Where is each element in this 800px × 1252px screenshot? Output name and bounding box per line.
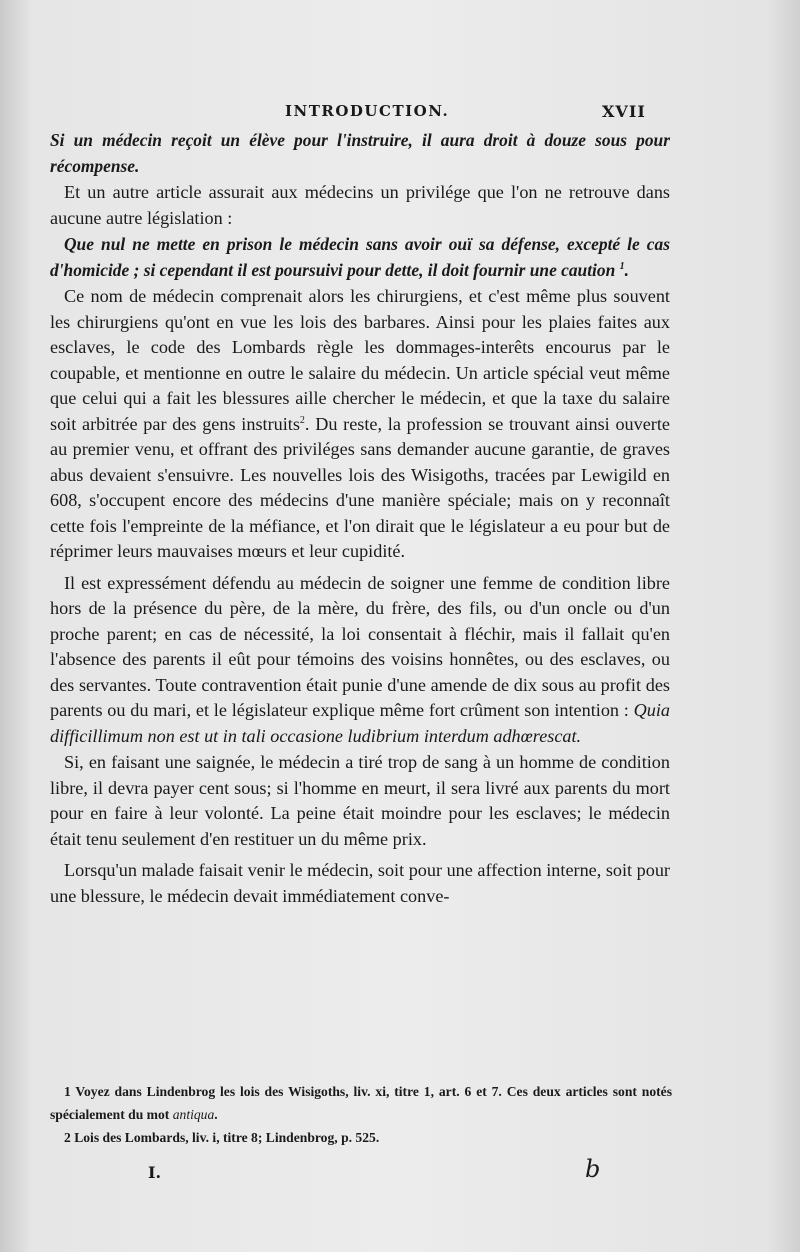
footnote-2: 2 Lois des Lombards, liv. i, titre 8; Lindenbrog, p. 525. <box>64 1130 380 1145</box>
footnote-1-text: 1 Voyez dans Lindenbrog les lois des Wisigoths, liv. xi, titre 1, art. 6 et 7. Ces deux articles sont notés spécialement du mot <box>50 1084 672 1122</box>
footnote-1-italic: antiqua <box>172 1107 215 1122</box>
paragraph-4-text-a: Ce nom de médecin comprenait alors les chirurgiens, et c'est même plus souvent les chirurgiens qu'ont en vue les lois des barbares. Ainsi pour les plaies faites aux esclaves, le code des Lombards règle les dommages-interêts encourus par le coupable, et mentionne en outre le salaire du médecin. Un article spécial veut même que celui qui a fait les blessures aille chercher le médecin, et que la taxe du salaire soit arbitrée par des gens instruits <box>50 286 670 434</box>
footnote-ref-1[interactable]: 1 <box>619 260 625 272</box>
paragraph-4 <box>50 284 670 565</box>
signature-mark-right: b <box>585 1155 601 1183</box>
latin-quote: Quia difficillimum non est ut in tali occasione ludibrium interdum adhœrescat. <box>50 700 671 746</box>
page-footer <box>0 1155 800 1195</box>
paragraph-4-text-b: . Du reste, la profession se trouvant ainsi ouverte au premier venu, et offrant des priviléges sans demander aucune garantie, de graves abus devaient s'ensuivre. Les nouvelles lois des Wisigoths, tracées par Lewigild en 608, s'occupent encore des médecins d'une manière spéciale; mais on y reconnaît cette fois l'empreinte de la méfiance, et l'on dirait que le législateur a eu pour but de réprimer leurs mauvaises mœurs et leur cupidité. <box>50 413 670 561</box>
running-head: INTRODUCTION. <box>285 102 450 120</box>
page-number: XVII <box>602 102 646 121</box>
footnote-1 <box>50 1080 672 1126</box>
signature-mark-left: I. <box>148 1163 162 1182</box>
footnote-1-end: . <box>214 1107 218 1122</box>
paragraph-2: Et un autre article assurait aux médecins un privilége que l'on ne retrouve dans aucune autre législation : <box>50 182 670 228</box>
paragraph-5-text: Il est expressément défendu au médecin de soigner une femme de condition libre hors de la présence du père, de la mère, du frère, des fils, ou d'un oncle ou d'un proche parent; en cas de nécessité, la loi consentait à fléchir, mais il fallait qu'en l'absence des parents il eût pour témoins des voisins honnêtes, ou des esclaves, ou des servantes. Toute contravention était punie d'une amende de dix sous au profit des parents ou du mari, et le législateur explique même fort crûment son intention : <box>50 572 670 720</box>
page-header <box>0 92 800 122</box>
footnotes <box>50 1080 672 1149</box>
quote-2-text: Que nul ne mette en prison le médecin sans avoir ouï sa défense, excepté le cas d'homicide ; si cependant il est poursuivi pour dette, il doit fournir une caution <box>50 234 670 280</box>
paragraph-7: Lorsqu'un malade faisait venir le médecin, soit pour une affection interne, soit pour une blessure, le médecin devait immédiatement conve- <box>50 860 670 906</box>
main-text <box>50 128 670 909</box>
paragraph-6: Si, en faisant une saignée, le médecin a tiré trop de sang à un homme de condition libre, il devra payer cent sous; si l'homme en meurt, il sera livré aux parents du mort pour en faire à leur volonté. La peine était moindre pour les esclaves; le médecin était tenu seulement d'en restituer un du même prix. <box>50 752 670 849</box>
paragraph-5 <box>50 571 670 750</box>
paragraph-quote-2: Que nul ne mette en prison le médecin sans avoir ouï sa défense, excepté le cas d'homicide ; si cependant il est poursuivi pour dette, il doit fournir une caution $^1$. <box>50 234 670 280</box>
footnote-ref-2[interactable]: 2 <box>299 414 305 426</box>
paragraph-quote-1: Si un médecin reçoit un élève pour l'instruire, il aura droit à douze sous pour récompense. <box>50 130 670 176</box>
